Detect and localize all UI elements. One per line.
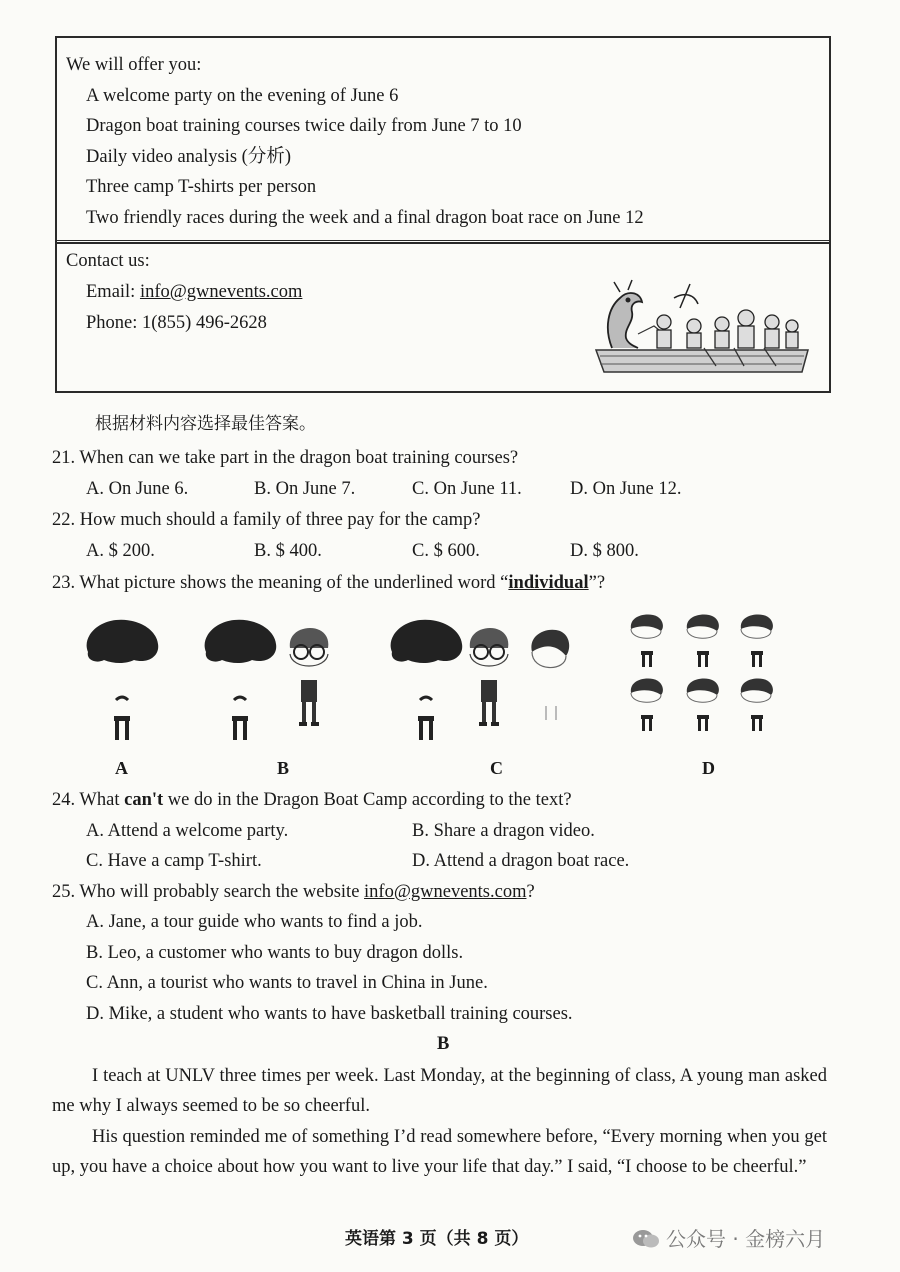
- q24-stem-end: we do in the Dragon Boat Camp according to the text?: [163, 790, 572, 810]
- offer-item: Daily video analysis (分析): [86, 147, 291, 167]
- offer-item: Three camp T-shirts per person: [86, 177, 317, 197]
- q25-stem-text: 25. Who will probably search the website: [52, 882, 365, 902]
- picture-label-d: D: [702, 758, 715, 778]
- q24-stem-bold: can't: [124, 790, 164, 810]
- page-footer: 英语第 3 页（共 8 页）: [345, 1229, 529, 1249]
- contact-heading: Contact us:: [66, 251, 150, 271]
- q25-option-b[interactable]: B. Leo, a customer who wants to buy dragon dolls.: [86, 943, 464, 963]
- q25-link[interactable]: info@gwnevents.com: [364, 882, 527, 902]
- q22-option-b[interactable]: B. $ 400.: [254, 541, 322, 561]
- picture-c: [390, 610, 590, 740]
- q25-stem-end: ?: [526, 882, 535, 902]
- q25-stem: [52, 881, 535, 903]
- q21-option-c[interactable]: C. On June 11.: [412, 479, 522, 499]
- watermark-text: 公众号 · 金榜六月: [666, 1227, 826, 1251]
- q25-option-d[interactable]: D. Mike, a student who wants to have basketball training courses.: [86, 1004, 573, 1024]
- picture-b: [200, 610, 350, 740]
- dragon-boat-illustration: [594, 278, 810, 376]
- q24-option-c[interactable]: C. Have a camp T-shirt.: [86, 851, 262, 871]
- q22-option-a[interactable]: A. $ 200.: [86, 541, 155, 561]
- picture-label-b: B: [277, 758, 290, 778]
- instruction: 根据材料内容选择最佳答案。: [95, 414, 316, 434]
- q22-stem: 22. How much should a family of three pay for the camp?: [52, 510, 481, 530]
- picture-a: [70, 610, 180, 740]
- q24-stem: [52, 789, 572, 811]
- q25-option-a[interactable]: A. Jane, a tour guide who wants to find a job.: [86, 912, 423, 932]
- q24-stem-text: 24. What: [52, 790, 125, 810]
- q23-stem-end: ”?: [588, 573, 606, 593]
- q25-option-c[interactable]: C. Ann, a tourist who wants to travel in China in June.: [86, 973, 488, 993]
- offer-item: A welcome party on the evening of June 6: [86, 86, 399, 106]
- offer-item: Two friendly races during the week and a final dragon boat race on June 12: [86, 208, 644, 228]
- q22-option-c[interactable]: C. $ 600.: [412, 541, 480, 561]
- q21-option-b[interactable]: B. On June 7.: [254, 479, 356, 499]
- section-b-paragraph-1: I teach at UNLV three times per week. Last Monday, at the beginning of class, A young man asked me why I always seemed to be so cheerful.: [52, 1066, 827, 1116]
- email-label: Email:: [86, 282, 140, 302]
- picture-d: [615, 605, 790, 740]
- q23-underlined-word: individual: [508, 573, 589, 593]
- watermark: [632, 1223, 825, 1252]
- q21-option-d[interactable]: D. On June 12.: [570, 479, 682, 499]
- q21-option-a[interactable]: A. On June 6.: [86, 479, 189, 499]
- q24-option-b[interactable]: B. Share a dragon video.: [412, 821, 595, 841]
- contact-email-line: [86, 281, 302, 303]
- offer-item: Dragon boat training courses twice daily from June 7 to 10: [86, 116, 522, 136]
- q24-option-a[interactable]: A. Attend a welcome party.: [86, 821, 289, 841]
- q24-option-d[interactable]: D. Attend a dragon boat race.: [412, 851, 630, 871]
- q22-option-d[interactable]: D. $ 800.: [570, 541, 639, 561]
- email-link[interactable]: info@gwnevents.com: [139, 282, 303, 302]
- section-b-heading: B: [437, 1034, 450, 1054]
- section-b-paragraph-2: His question reminded me of something I’d read somewhere before, “Every morning when you get up, you have a choice about how you want to live your life that day.” I said, “I choose to be cheerful.”: [52, 1127, 827, 1177]
- contact-phone: Phone: 1(855) 496-2628: [86, 313, 267, 333]
- q23-stem-text: 23. What picture shows the meaning of the underlined word “: [52, 573, 509, 593]
- wechat-icon: [632, 1229, 660, 1249]
- offer-heading: We will offer you:: [66, 55, 202, 75]
- picture-label-a: A: [115, 758, 128, 778]
- picture-label-c: C: [490, 758, 503, 778]
- q21-stem: 21. When can we take part in the dragon boat training courses?: [52, 448, 519, 468]
- q23-stem: [52, 572, 605, 594]
